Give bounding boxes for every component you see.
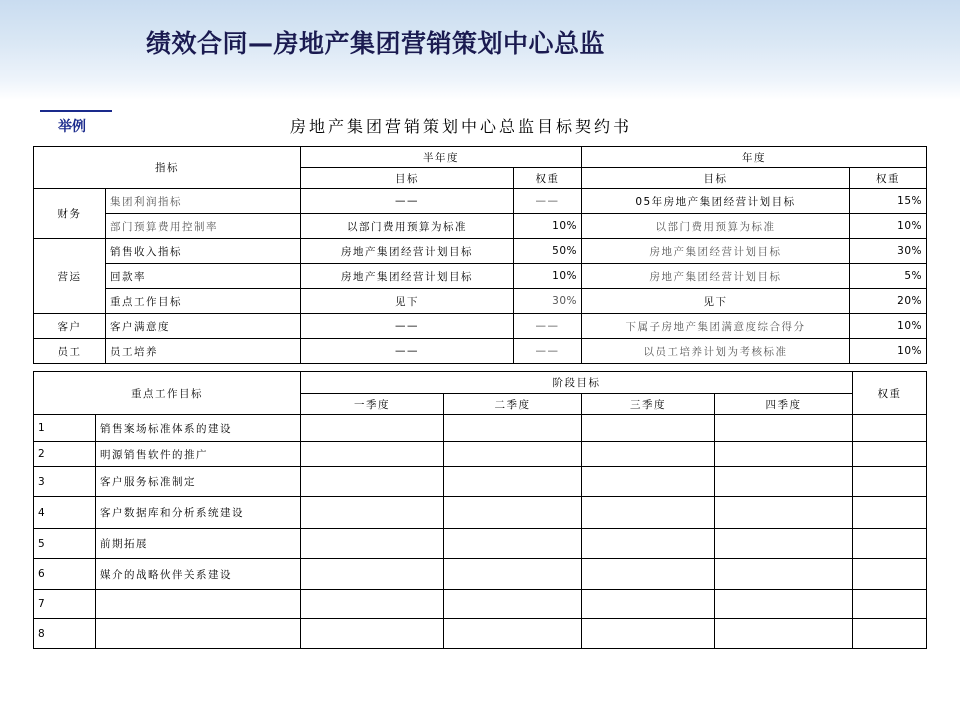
year-weight-cell: 20% <box>850 289 927 314</box>
year-weight-cell: 15% <box>850 189 927 214</box>
key-work-header: 重点工作目标 <box>34 372 301 415</box>
example-label: 举例 <box>58 119 86 135</box>
row-number: 3 <box>34 467 96 497</box>
q1-header: 一季度 <box>301 394 444 415</box>
q1-cell <box>301 467 444 497</box>
q3-cell <box>582 619 715 649</box>
year-header: 年度 <box>582 147 927 168</box>
year-weight-cell: 5% <box>850 264 927 289</box>
weight-header: 权重 <box>853 372 927 415</box>
q2-cell <box>444 590 582 619</box>
q3-cell <box>582 497 715 529</box>
work-item-name <box>96 619 301 649</box>
q3-cell <box>582 415 715 442</box>
indicator-name: 部门预算费用控制率 <box>106 214 301 239</box>
table-row <box>34 314 927 339</box>
work-item-name: 前期拓展 <box>96 529 301 559</box>
half-target-cell: —— <box>301 339 514 364</box>
row-number: 4 <box>34 497 96 529</box>
table-row <box>34 529 927 559</box>
table-row <box>34 559 927 590</box>
category-cell: 客户 <box>34 314 106 339</box>
half-target-cell: 以部门费用预算为标准 <box>301 214 514 239</box>
category-cell: 员工 <box>34 339 106 364</box>
half-target-header: 目标 <box>301 168 514 189</box>
year-target-cell: 房地产集团经营计划目标 <box>582 239 850 264</box>
category-cell: 营运 <box>34 239 106 314</box>
key-work-table <box>33 371 927 649</box>
work-item-name <box>96 590 301 619</box>
weight-cell <box>853 415 927 442</box>
q4-cell <box>715 559 853 590</box>
weight-cell <box>853 529 927 559</box>
kpi-table <box>33 146 927 364</box>
table-row <box>34 339 927 364</box>
table-row <box>34 264 927 289</box>
work-item-name: 媒介的战略伙伴关系建设 <box>96 559 301 590</box>
q1-cell <box>301 619 444 649</box>
q4-cell <box>715 529 853 559</box>
indicator-header: 指标 <box>34 147 301 189</box>
work-item-name: 客户数据库和分析系统建设 <box>96 497 301 529</box>
half-weight-cell: 30% <box>514 289 582 314</box>
half-year-header: 半年度 <box>301 147 582 168</box>
q1-cell <box>301 559 444 590</box>
year-weight-cell: 10% <box>850 214 927 239</box>
q1-cell <box>301 442 444 467</box>
table-row <box>34 590 927 619</box>
q2-cell <box>444 442 582 467</box>
table-row <box>34 289 927 314</box>
stage-target-header: 阶段目标 <box>301 372 853 394</box>
indicator-name: 客户满意度 <box>106 314 301 339</box>
half-weight-cell: 10% <box>514 214 582 239</box>
weight-cell <box>853 590 927 619</box>
q4-cell <box>715 619 853 649</box>
half-target-cell: 房地产集团经营计划目标 <box>301 239 514 264</box>
q4-cell <box>715 467 853 497</box>
table-row <box>34 497 927 529</box>
page-title: 绩效合同—房地产集团营销策划中心总监 <box>146 29 606 58</box>
q2-header: 二季度 <box>444 394 582 415</box>
q2-cell <box>444 559 582 590</box>
document-title: 房地产集团营销策划中心总监目标契约书 <box>290 117 633 136</box>
indicator-name: 集团利润指标 <box>106 189 301 214</box>
row-number: 8 <box>34 619 96 649</box>
half-weight-cell: —— <box>514 339 582 364</box>
q3-cell <box>582 442 715 467</box>
q1-cell <box>301 590 444 619</box>
row-number: 7 <box>34 590 96 619</box>
year-weight-cell: 10% <box>850 339 927 364</box>
year-weight-cell: 30% <box>850 239 927 264</box>
q3-cell <box>582 467 715 497</box>
row-number: 1 <box>34 415 96 442</box>
work-item-name: 客户服务标准制定 <box>96 467 301 497</box>
table-row <box>34 189 927 214</box>
q3-cell <box>582 590 715 619</box>
year-target-cell: 以员工培养计划为考核标准 <box>582 339 850 364</box>
q1-cell <box>301 497 444 529</box>
row-number: 5 <box>34 529 96 559</box>
indicator-name: 员工培养 <box>106 339 301 364</box>
half-weight-cell: 10% <box>514 264 582 289</box>
q2-cell <box>444 529 582 559</box>
q4-cell <box>715 497 853 529</box>
table-row <box>34 214 927 239</box>
year-target-cell: 见下 <box>582 289 850 314</box>
q1-cell <box>301 529 444 559</box>
q4-cell <box>715 442 853 467</box>
weight-cell <box>853 467 927 497</box>
half-target-cell: 房地产集团经营计划目标 <box>301 264 514 289</box>
q2-cell <box>444 497 582 529</box>
half-weight-header: 权重 <box>514 168 582 189</box>
half-weight-cell: 50% <box>514 239 582 264</box>
row-number: 2 <box>34 442 96 467</box>
half-weight-cell: —— <box>514 189 582 214</box>
table-row <box>34 442 927 467</box>
table-row <box>34 239 927 264</box>
year-target-cell: 下属子房地产集团满意度综合得分 <box>582 314 850 339</box>
indicator-name: 回款率 <box>106 264 301 289</box>
indicator-name: 销售收入指标 <box>106 239 301 264</box>
q2-cell <box>444 415 582 442</box>
half-weight-cell: —— <box>514 314 582 339</box>
weight-cell <box>853 619 927 649</box>
table-row <box>34 619 927 649</box>
q3-header: 三季度 <box>582 394 715 415</box>
indicator-name: 重点工作目标 <box>106 289 301 314</box>
work-item-name: 明源销售软件的推广 <box>96 442 301 467</box>
half-target-cell: —— <box>301 189 514 214</box>
example-underline <box>40 110 112 112</box>
half-target-cell: 见下 <box>301 289 514 314</box>
q4-cell <box>715 590 853 619</box>
weight-cell <box>853 559 927 590</box>
year-weight-cell: 10% <box>850 314 927 339</box>
year-target-cell: 以部门费用预算为标准 <box>582 214 850 239</box>
table-row <box>34 415 927 442</box>
half-target-cell: —— <box>301 314 514 339</box>
q2-cell <box>444 619 582 649</box>
work-item-name: 销售案场标准体系的建设 <box>96 415 301 442</box>
year-target-cell: 05年房地产集团经营计划目标 <box>582 189 850 214</box>
category-cell: 财务 <box>34 189 106 239</box>
q3-cell <box>582 529 715 559</box>
row-number: 6 <box>34 559 96 590</box>
year-target-cell: 房地产集团经营计划目标 <box>582 264 850 289</box>
weight-cell <box>853 497 927 529</box>
q4-cell <box>715 415 853 442</box>
q1-cell <box>301 415 444 442</box>
year-weight-header: 权重 <box>850 168 927 189</box>
year-target-header: 目标 <box>582 168 850 189</box>
q4-header: 四季度 <box>715 394 853 415</box>
q2-cell <box>444 467 582 497</box>
q3-cell <box>582 559 715 590</box>
table-row <box>34 467 927 497</box>
weight-cell <box>853 442 927 467</box>
